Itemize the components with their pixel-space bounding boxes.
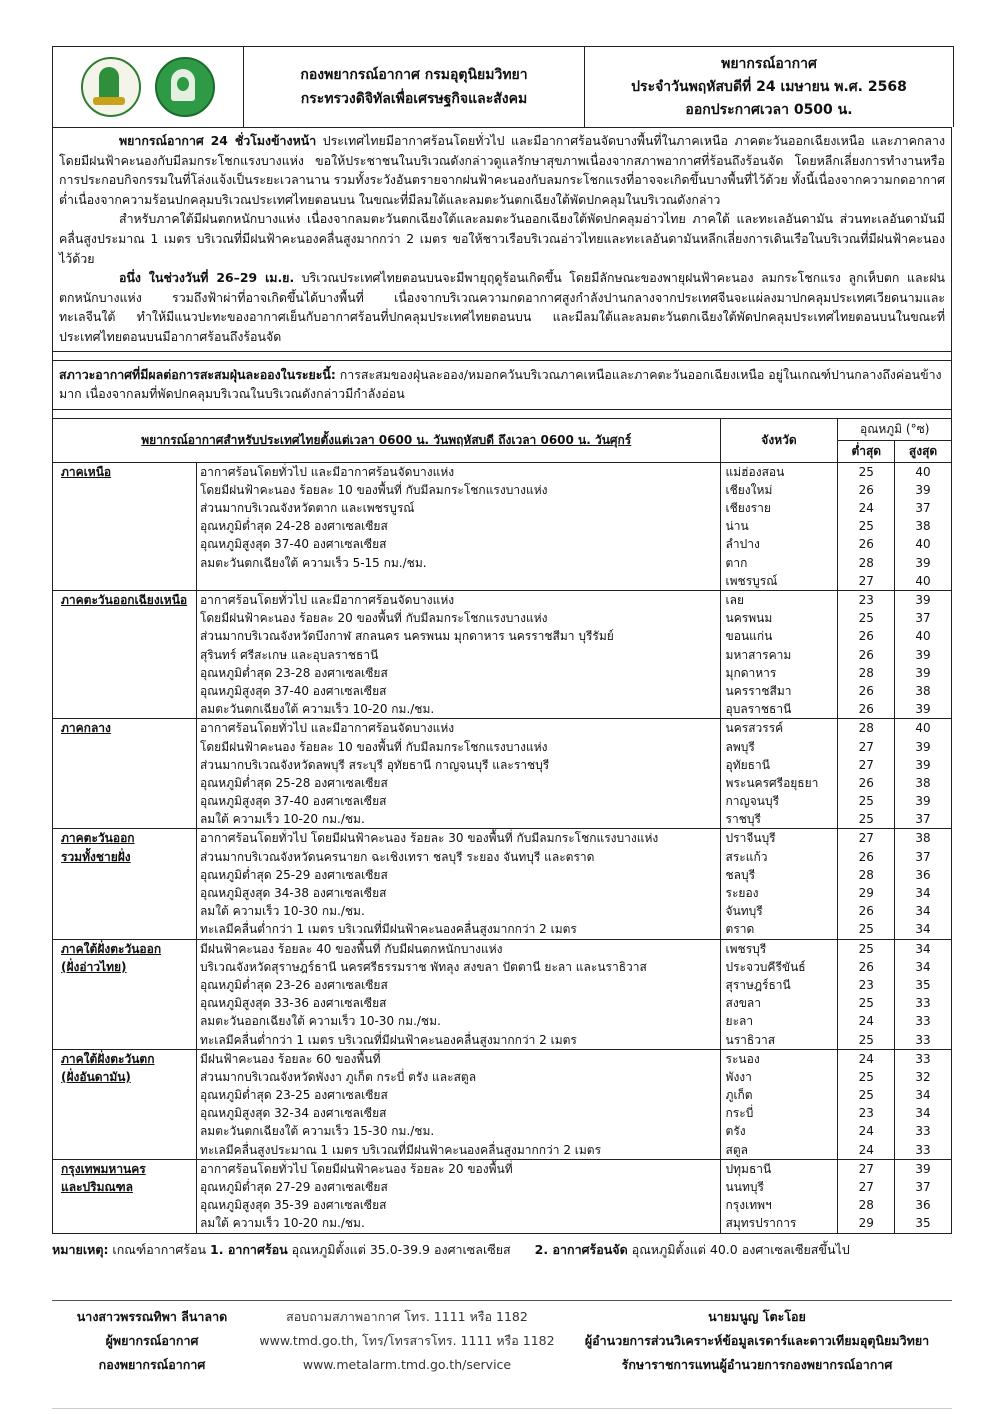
forecast-line: ลมตะวันตกเฉียงใต้ ความเร็ว 10-20 กม./ชม. bbox=[199, 702, 435, 717]
region-name-line: ภาคตะวันออก bbox=[61, 831, 135, 846]
province-name: ลพบุรี bbox=[725, 739, 755, 754]
min-temp: 25 bbox=[858, 1032, 874, 1047]
issue-time: ออกประกาศเวลา 0500 น. bbox=[685, 101, 853, 118]
min-temp-list bbox=[838, 1049, 895, 1159]
min-temp: 26 bbox=[858, 647, 874, 662]
min-temp-list bbox=[838, 829, 895, 939]
region-forecast bbox=[196, 462, 720, 590]
footer-contact bbox=[252, 1305, 562, 1377]
issue-date: ประจำวันพฤหัสบดีที่ 24 เมษายน พ.ศ. 2568 bbox=[631, 78, 907, 95]
region-row bbox=[53, 1159, 952, 1233]
contact-service-link[interactable]: www.metalarm.tmd.go.th/service bbox=[302, 1357, 512, 1372]
forecast-line: มีฝนฟ้าคะนอง ร้อยละ 60 ของพื้นที่ bbox=[199, 1051, 381, 1066]
province-name: จันทบุรี bbox=[725, 904, 763, 919]
region-name bbox=[53, 1049, 197, 1159]
max-temp-list bbox=[895, 939, 952, 1049]
max-temp: 40 bbox=[915, 573, 931, 588]
bottom-divider bbox=[52, 1408, 952, 1409]
ministry-logo-icon bbox=[81, 57, 141, 117]
org-line-2: กระทรวงดิจิทัลเพื่อเศรษฐกิจและสังคม bbox=[300, 91, 528, 107]
province-name: นนทบุรี bbox=[725, 1180, 764, 1195]
tmd-logo-icon bbox=[155, 57, 215, 117]
province-name: สงขลา bbox=[725, 996, 762, 1011]
max-temp: 39 bbox=[915, 702, 931, 717]
province-name: พระนครศรีอยุธยา bbox=[725, 775, 819, 790]
max-temp: 39 bbox=[915, 794, 931, 809]
min-temp: 24 bbox=[858, 1051, 874, 1066]
forecast-line: อุณหภูมิต่ำสุด 24-28 องศาเซลเซียส bbox=[199, 519, 388, 534]
min-temp: 25 bbox=[858, 464, 874, 479]
director-name: นายมนูญ โตะโอย bbox=[708, 1309, 806, 1324]
narrative bbox=[52, 127, 952, 352]
max-temp: 35 bbox=[915, 977, 931, 992]
min-temp: 28 bbox=[858, 665, 874, 680]
region-name-line: ภาคใต้ฝั่งตะวันตก bbox=[61, 1051, 155, 1066]
min-temp: 25 bbox=[858, 794, 874, 809]
min-temp: 26 bbox=[858, 702, 874, 717]
forecast-line: อุณหภูมิต่ำสุด 25-29 องศาเซลเซียส bbox=[199, 867, 388, 882]
province-name: นราธิวาส bbox=[725, 1032, 776, 1047]
province-name: เชียงราย bbox=[725, 501, 771, 516]
forecast-line: อากาศร้อนโดยทั่วไป และมีอากาศร้อนจัดบางแห่ง bbox=[199, 721, 455, 736]
max-temp-list bbox=[895, 591, 952, 719]
region-name bbox=[53, 939, 197, 1049]
forecast-line: อุณหภูมิสูงสุด 32-34 องศาเซลเซียส bbox=[199, 1106, 387, 1121]
forecast-line: ลมใต้ ความเร็ว 10-20 กม./ชม. bbox=[199, 1216, 365, 1231]
region-name bbox=[53, 591, 197, 719]
province-name: นครพนม bbox=[725, 611, 773, 626]
max-temp: 34 bbox=[915, 904, 931, 919]
forecast-line: อุณหภูมิต่ำสุด 25-28 องศาเซลเซียส bbox=[199, 775, 388, 790]
max-temp: 39 bbox=[915, 1161, 931, 1176]
max-temp: 34 bbox=[915, 922, 931, 937]
forecaster-title: ผู้พยากรณ์อากาศ bbox=[105, 1333, 199, 1348]
max-temp: 34 bbox=[915, 941, 931, 956]
page-title: พยากรณ์อากาศ bbox=[721, 55, 817, 72]
min-temp: 26 bbox=[858, 775, 874, 790]
region-name-line: กรุงเทพมหานคร bbox=[61, 1161, 146, 1176]
province-name: ตาก bbox=[725, 555, 748, 570]
min-temp: 27 bbox=[858, 757, 874, 772]
forecast-line: โดยมีฝนฟ้าคะนอง ร้อยละ 10 ของพื้นที่ กับมีลมกระโชกแรงบางแห่ง bbox=[199, 739, 548, 754]
forecast-line: อุณหภูมิสูงสุด 37-40 องศาเซลเซียส bbox=[199, 794, 387, 809]
province-name: เชียงใหม่ bbox=[725, 482, 773, 497]
contact-phone: สอบถามสภาพอากาศ โทร. 1111 หรือ 1182 bbox=[286, 1309, 528, 1324]
forecast-line: อากาศร้อนโดยทั่วไป และมีอากาศร้อนจัดบางแห่ง bbox=[199, 464, 455, 479]
min-temp: 29 bbox=[858, 886, 874, 901]
province-name: อุบลราชธานี bbox=[725, 702, 792, 717]
region-name-line: ภาคใต้ฝั่งตะวันออก bbox=[61, 941, 162, 956]
province-list bbox=[720, 1159, 838, 1233]
forecast-line: อุณหภูมิสูงสุด 37-40 องศาเซลเซียส bbox=[199, 537, 387, 552]
province-name: สตูล bbox=[725, 1142, 749, 1157]
province-name: เลย bbox=[725, 593, 745, 608]
min-temp: 26 bbox=[858, 904, 874, 919]
max-temp: 37 bbox=[915, 1180, 931, 1195]
max-temp: 33 bbox=[915, 1051, 931, 1066]
province-name: อุทัยธานี bbox=[725, 757, 770, 772]
region-name-line: (ฝั่งอันดามัน) bbox=[61, 1069, 131, 1084]
min-temp-list bbox=[838, 462, 895, 590]
province-list bbox=[720, 719, 838, 829]
max-temp: 34 bbox=[915, 1088, 931, 1103]
region-name-line: และปริมณฑล bbox=[61, 1180, 133, 1195]
max-temp: 39 bbox=[915, 593, 931, 608]
min-temp: 28 bbox=[858, 867, 874, 882]
header bbox=[52, 46, 954, 127]
province-name: สุราษฎร์ธานี bbox=[725, 977, 791, 992]
forecast-line: อุณหภูมิต่ำสุด 23-25 องศาเซลเซียส bbox=[199, 1088, 388, 1103]
province-name: แม่ฮ่องสอน bbox=[725, 464, 785, 479]
divider bbox=[52, 352, 952, 360]
forecaster-division: กองพยากรณ์อากาศ bbox=[98, 1357, 206, 1372]
footer-director bbox=[562, 1305, 952, 1377]
forecast-line: ลมตะวันตกเฉียงใต้ ความเร็ว 15-30 กม./ชม. bbox=[199, 1124, 435, 1139]
org-line-1: กองพยากรณ์อากาศ กรมอุตุนิยมวิทยา bbox=[300, 67, 528, 83]
note-text-3: อุณหภูมิตั้งแต่ 40.0 องศาเซลเซียสขึ้นไป bbox=[627, 1241, 850, 1257]
max-temp: 40 bbox=[915, 537, 931, 552]
min-temp: 27 bbox=[858, 739, 874, 754]
province-name: พังงา bbox=[725, 1069, 752, 1084]
min-temp: 25 bbox=[858, 922, 874, 937]
note bbox=[52, 1240, 952, 1260]
max-temp: 38 bbox=[915, 775, 931, 790]
min-temp: 24 bbox=[858, 1124, 874, 1139]
province-name: ระยอง bbox=[725, 886, 759, 901]
region-row bbox=[53, 719, 952, 829]
forecast-line: อากาศร้อนโดยทั่วไป โดยมีฝนฟ้าคะนอง ร้อยละ 20 ของพื้นที่ bbox=[199, 1161, 513, 1176]
region-forecast bbox=[196, 719, 720, 829]
max-temp: 39 bbox=[915, 665, 931, 680]
min-temp: 25 bbox=[858, 941, 874, 956]
max-temp: 40 bbox=[915, 629, 931, 644]
region-forecast bbox=[196, 829, 720, 939]
forecast-line: ส่วนมากบริเวณจังหวัดตาก และเพชรบูรณ์ bbox=[199, 501, 415, 516]
min-temp-list bbox=[838, 1159, 895, 1233]
note-text-2: อุณหภูมิตั้งแต่ 35.0-39.9 องศาเซลเซียส bbox=[287, 1241, 511, 1257]
forecaster-name: นางสาวพรรณทิพา ลีนาลาด bbox=[76, 1309, 228, 1324]
footer bbox=[52, 1300, 952, 1377]
region-forecast bbox=[196, 591, 720, 719]
forecast-line: สุรินทร์ ศรีสะเกษ และอุบลราชธานี bbox=[199, 647, 379, 662]
temp-column-header: อุณหภูมิ (°ซ) bbox=[838, 418, 952, 440]
note-lead: หมายเหตุ: bbox=[52, 1241, 109, 1257]
min-temp: 23 bbox=[858, 593, 874, 608]
narrative-p2: สำหรับภาคใต้มีฝนตกหนักบางแห่ง เนื่องจากลมตะวันตกเฉียงใต้และลมตะวันออกเฉียงใต้พัดปกคลุมอ่าวไทย ภาคใต้ และทะเลอันดามัน ส่วนทะเลอันดามันมีคลื่นสูงประมาณ 1 เมตร บริเวณที่มีฝนฟ้าคะนองคลื่นสูงมากกว่า 2 เมตร ขอให้ชาวเรือบริเวณอ่าวไทยและทะเลอันดามันหลีกเลี่ยงการเดินเรือในบริเวณที่มีฝนฟ้าคะนองไว้ด้วย bbox=[59, 211, 945, 266]
forecast-line: อุณหภูมิสูงสุด 34-38 องศาเซลเซียส bbox=[199, 886, 387, 901]
max-temp: 33 bbox=[915, 1142, 931, 1157]
min-temp: 27 bbox=[858, 1180, 874, 1195]
region-name-line: ภาคตะวันออกเฉียงเหนือ bbox=[61, 593, 188, 608]
region-forecast bbox=[196, 939, 720, 1049]
forecast-line: ทะเลมีคลื่นสูงประมาณ 1 เมตร บริเวณที่มีฝนฟ้าคะนองคลื่นสูงมากกว่า 2 เมตร bbox=[199, 1142, 602, 1157]
logo-area bbox=[53, 47, 244, 127]
region-name-line: (ฝั่งอ่าวไทย) bbox=[61, 959, 127, 974]
note-very-hot: 2. อากาศร้อนจัด bbox=[534, 1241, 628, 1257]
forecast-line: ทะเลมีคลื่นต่ำกว่า 1 เมตร บริเวณที่มีฝนฟ้าคะนองคลื่นสูงมากกว่า 2 เมตร bbox=[199, 922, 577, 937]
region-name bbox=[53, 719, 197, 829]
forecast-line: ลมใต้ ความเร็ว 10-20 กม./ชม. bbox=[199, 812, 365, 827]
region-row bbox=[53, 1049, 952, 1159]
min-temp: 28 bbox=[858, 555, 874, 570]
province-name: ภูเก็ต bbox=[725, 1088, 753, 1103]
province-name: ขอนแก่น bbox=[725, 629, 773, 644]
max-temp: 37 bbox=[915, 812, 931, 827]
min-temp: 26 bbox=[858, 537, 874, 552]
forecast-line: อุณหภูมิสูงสุด 35-39 องศาเซลเซียส bbox=[199, 1198, 387, 1213]
max-temp: 36 bbox=[915, 867, 931, 882]
min-temp: 24 bbox=[858, 1014, 874, 1029]
province-list bbox=[720, 939, 838, 1049]
min-temp-header: ต่ำสุด bbox=[838, 440, 895, 462]
forecast-line: โดยมีฝนฟ้าคะนอง ร้อยละ 20 ของพื้นที่ กับมีลมกระโชกแรงบางแห่ง bbox=[199, 611, 548, 626]
region-row bbox=[53, 591, 952, 719]
min-temp: 26 bbox=[858, 482, 874, 497]
province-name: มุกดาหาร bbox=[725, 665, 777, 680]
region-name-line: ภาคเหนือ bbox=[61, 464, 112, 479]
province-list bbox=[720, 829, 838, 939]
contact-website[interactable]: www.tmd.go.th, โทร/โทรสารโทร. 1111 หรือ 1182 bbox=[259, 1333, 555, 1348]
forecast-line: ส่วนมากบริเวณจังหวัดบึงกาฬ สกลนคร นครพนม มุกดาหาร นครราชสีมา บุรีรัมย์ bbox=[199, 629, 614, 644]
region-name-line: รวมทั้งชายฝั่ง bbox=[61, 849, 131, 864]
haze-lead: สภาวะอากาศที่มีผลต่อการสะสมฝุ่นละอองในระยะนี้: bbox=[59, 366, 336, 382]
province-name: ลำปาง bbox=[725, 537, 760, 552]
director-acting-title: รักษาราชการแทนผู้อำนวยการกองพยากรณ์อากาศ bbox=[621, 1357, 893, 1372]
province-name: สมุทรปราการ bbox=[725, 1216, 797, 1231]
region-forecast bbox=[196, 1159, 720, 1233]
max-temp: 39 bbox=[915, 482, 931, 497]
province-name: กรุงเทพฯ bbox=[725, 1198, 772, 1213]
max-temp: 37 bbox=[915, 611, 931, 626]
max-temp: 35 bbox=[915, 1216, 931, 1231]
min-temp: 28 bbox=[858, 721, 874, 736]
max-temp: 39 bbox=[915, 647, 931, 662]
max-temp: 37 bbox=[915, 849, 931, 864]
province-name: เพชรบุรี bbox=[725, 941, 767, 956]
min-temp: 25 bbox=[858, 812, 874, 827]
min-temp: 26 bbox=[858, 849, 874, 864]
min-temp: 25 bbox=[858, 1069, 874, 1084]
province-name: ตรัง bbox=[725, 1124, 746, 1139]
forecast-line: ส่วนมากบริเวณจังหวัดพังงา ภูเก็ต กระบี่ ตรัง และสตูล bbox=[199, 1069, 477, 1084]
haze-text: การสะสมของฝุ่นละออง/หมอกควันบริเวณภาคเหนือและภาคตะวันออกเฉียงเหนือ อยู่ในเกณฑ์ปานกลางถึงค่อนข้างมาก เนื่องจากลมที่พัดปกคลุมบริเวณในบริเวณดังกล่าวมีกำลังอ่อน bbox=[59, 366, 942, 402]
max-temp: 38 bbox=[915, 831, 931, 846]
max-temp: 32 bbox=[915, 1069, 931, 1084]
footer-forecaster bbox=[52, 1305, 252, 1377]
province-name: นครราชสีมา bbox=[725, 683, 792, 698]
min-temp: 24 bbox=[858, 1142, 874, 1157]
province-list bbox=[720, 591, 838, 719]
max-temp-header: สูงสุด bbox=[895, 440, 952, 462]
forecast-line: โดยมีฝนฟ้าคะนอง ร้อยละ 10 ของพื้นที่ กับมีลมกระโชกแรงบางแห่ง bbox=[199, 482, 548, 497]
province-name: ประจวบคีรีขันธ์ bbox=[725, 959, 806, 974]
max-temp: 34 bbox=[915, 886, 931, 901]
haze-section bbox=[52, 360, 952, 410]
province-name: มหาสารคาม bbox=[725, 647, 792, 662]
province-list bbox=[720, 462, 838, 590]
region-name bbox=[53, 462, 197, 590]
max-temp: 39 bbox=[915, 555, 931, 570]
issue-info bbox=[585, 47, 953, 127]
max-temp: 40 bbox=[915, 721, 931, 736]
min-temp: 25 bbox=[858, 1088, 874, 1103]
min-temp: 29 bbox=[858, 1216, 874, 1231]
region-name-line: ภาคกลาง bbox=[61, 721, 111, 736]
max-temp: 39 bbox=[915, 739, 931, 754]
min-temp: 27 bbox=[858, 1161, 874, 1176]
max-temp: 37 bbox=[915, 501, 931, 516]
province-name: ยะลา bbox=[725, 1014, 754, 1029]
region-row bbox=[53, 462, 952, 590]
narrative-p3: บริเวณประเทศไทยตอนบนจะมีพายุฤดูร้อนเกิดขึ้น โดยมีลักษณะของพายุฝนฟ้าคะนอง ลมกระโชกแรง ลูกเห็บตก และฝนตกหนักบางแห่ง รวมถึงฟ้าผ่าที่อาจเกิดขึ้นได้บางพื้นที่ เนื่องจากบริเวณความกดอากาศสูงกำลังปานกลางจากประเทศจีนจะแผ่ลงมาปกคลุมประเทศเวียดนามและทะเลจีนใต้ ทำให้มีแนวปะทะของอากาศเย็นกับอากาศร้อนที่ปกคลุมประเทศไทยตอนบน และมีลมใต้และลมตะวันตกเฉียงใต้พัดปกคลุมประเทศไทยตอนบนในขณะที่ประเทศไทยตอนบนมีอากาศร้อนถึงร้อนจัด bbox=[59, 270, 945, 344]
max-temp-list bbox=[895, 1159, 952, 1233]
forecast-table bbox=[52, 418, 952, 1234]
max-temp: 33 bbox=[915, 1124, 931, 1139]
min-temp-list bbox=[838, 939, 895, 1049]
region-row bbox=[53, 939, 952, 1049]
min-temp-list bbox=[838, 591, 895, 719]
min-temp: 28 bbox=[858, 1198, 874, 1213]
max-temp: 40 bbox=[915, 464, 931, 479]
forecast-line: บริเวณจังหวัดสุราษฎร์ธานี นครศรีธรรมราช พัทลุง สงขลา ปัตตานี ยะลา และนราธิวาส bbox=[199, 959, 647, 974]
region-row bbox=[53, 829, 952, 939]
province-name: เพชรบูรณ์ bbox=[725, 573, 778, 588]
forecast-column-header: พยากรณ์อากาศสำหรับประเทศไทยตั้งแต่เวลา 0600 น. วันพฤหัสบดี ถึงเวลา 0600 น. วันศุกร์ bbox=[53, 418, 721, 462]
province-list bbox=[720, 1049, 838, 1159]
max-temp-list bbox=[895, 829, 952, 939]
forecast-line: ลมใต้ ความเร็ว 10-30 กม./ชม. bbox=[199, 904, 365, 919]
region-name bbox=[53, 829, 197, 939]
max-temp: 33 bbox=[915, 996, 931, 1011]
narrative-p1: ประเทศไทยมีอากาศร้อนโดยทั่วไป และมีอากาศร้อนจัดบางพื้นที่ในภาคเหนือ ภาคตะวันออกเฉียงเหนือ และภาคกลาง โดยมีฝนฟ้าคะนองกับมีลมกระโชกแรงบางแห่ง ขอให้ประชาชนในบริเวณดังกล่าวดูแลรักษาสุขภาพเนื่องจากสภาพอากาศที่ร้อนถึงร้อนจัด โดยหลีกเลี่ยงการทำงานหรือการประกอบกิจกรรมในที่โล่งแจ้งเป็นระยะเวลานาน รวมทั้งระวังอันตรายจากฝนฟ้าคะนองกับลมกระโชกแรงที่อาจจะเกิดขึ้นบางพื้นที่ไว้ด้วย ทั้งนี้เนื่องจากความกดอากาศต่ำเนื่องจากความร้อนปกคลุมบริเวณประเทศไทยตอนบน ในขณะที่มีลมใต้และลมตะวันตกเฉียงใต้พัดปกคลุมในบริเวณดังกล่าว bbox=[59, 133, 946, 207]
min-temp: 23 bbox=[858, 977, 874, 992]
forecast-line: อากาศร้อนโดยทั่วไป โดยมีฝนฟ้าคะนอง ร้อยละ 30 ของพื้นที่ กับมีลมกระโชกแรงบางแห่ง bbox=[199, 831, 659, 846]
max-temp-list bbox=[895, 719, 952, 829]
narrative-p3-lead: อนึ่ง ในช่วงวันที่ 26–29 เม.ย. bbox=[119, 270, 295, 286]
min-temp: 27 bbox=[858, 573, 874, 588]
province-name: ตราด bbox=[725, 922, 755, 937]
min-temp: 25 bbox=[858, 519, 874, 534]
province-column-header: จังหวัด bbox=[720, 418, 838, 462]
forecast-line: ส่วนมากบริเวณจังหวัดลพบุรี สระบุรี อุทัยธานี กาญจนบุรี และราชบุรี bbox=[199, 757, 550, 772]
max-temp: 38 bbox=[915, 519, 931, 534]
max-temp-list bbox=[895, 1049, 952, 1159]
max-temp-list bbox=[895, 462, 952, 590]
director-title: ผู้อำนวยการส่วนวิเคราะห์ข้อมูลเรดาร์และดาวเทียมอุตุนิยมวิทยา bbox=[584, 1333, 930, 1348]
min-temp-list bbox=[838, 719, 895, 829]
max-temp: 39 bbox=[915, 757, 931, 772]
province-name: ระนอง bbox=[725, 1051, 760, 1066]
max-temp: 36 bbox=[915, 1198, 931, 1213]
max-temp: 38 bbox=[915, 683, 931, 698]
min-temp: 23 bbox=[858, 1106, 874, 1121]
forecast-line: ทะเลมีคลื่นต่ำกว่า 1 เมตร บริเวณที่มีฝนฟ้าคะนองคลื่นสูงมากกว่า 2 เมตร bbox=[199, 1032, 577, 1047]
forecast-line: อุณหภูมิสูงสุด 37-40 องศาเซลเซียส bbox=[199, 683, 387, 698]
forecast-line: อุณหภูมิสูงสุด 33-36 องศาเซลเซียส bbox=[199, 996, 387, 1011]
province-name: กาญจนบุรี bbox=[725, 794, 780, 809]
forecast-line: มีฝนฟ้าคะนอง ร้อยละ 40 ของพื้นที่ กับมีฝนตกหนักบางแห่ง bbox=[199, 941, 503, 956]
forecast-line: อุณหภูมิต่ำสุด 23-26 องศาเซลเซียส bbox=[199, 977, 388, 992]
forecast-line: อากาศร้อนโดยทั่วไป และมีอากาศร้อนจัดบางแห่ง bbox=[199, 593, 455, 608]
max-temp: 33 bbox=[915, 1032, 931, 1047]
province-name: สระแก้ว bbox=[725, 849, 768, 864]
note-hot: 1. อากาศร้อน bbox=[210, 1241, 288, 1257]
province-name: กระบี่ bbox=[725, 1106, 754, 1121]
max-temp: 34 bbox=[915, 959, 931, 974]
forecast-page bbox=[52, 46, 952, 1260]
region-name bbox=[53, 1159, 197, 1233]
region-forecast bbox=[196, 1049, 720, 1159]
province-name: น่าน bbox=[725, 519, 749, 534]
org-name bbox=[244, 47, 585, 127]
forecast-line: ส่วนมากบริเวณจังหวัดนครนายก ฉะเชิงเทรา ชลบุรี ระยอง จันทบุรี และตราด bbox=[199, 849, 595, 864]
min-temp: 26 bbox=[858, 959, 874, 974]
min-temp: 26 bbox=[858, 683, 874, 698]
province-name: ชลบุรี bbox=[725, 867, 756, 882]
max-temp: 34 bbox=[915, 1106, 931, 1121]
province-name: ปราจีนบุรี bbox=[725, 831, 776, 846]
forecast-line: อุณหภูมิต่ำสุด 23-28 องศาเซลเซียส bbox=[199, 665, 388, 680]
forecast-line: อุณหภูมิต่ำสุด 27-29 องศาเซลเซียส bbox=[199, 1180, 388, 1195]
min-temp: 25 bbox=[858, 996, 874, 1011]
min-temp: 25 bbox=[858, 611, 874, 626]
forecast-line: ลมตะวันตกเฉียงใต้ ความเร็ว 5-15 กม./ชม. bbox=[199, 555, 427, 570]
narrative-lead: พยากรณ์อากาศ 24 ชั่วโมงข้างหน้า bbox=[119, 133, 317, 148]
province-name: ปทุมธานี bbox=[725, 1161, 772, 1176]
divider bbox=[52, 410, 952, 418]
min-temp: 26 bbox=[858, 629, 874, 644]
note-text-1: เกณฑ์อากาศร้อน bbox=[108, 1241, 211, 1257]
province-name: นครสวรรค์ bbox=[725, 721, 784, 736]
min-temp: 24 bbox=[858, 501, 874, 516]
province-name: ราชบุรี bbox=[725, 812, 761, 827]
forecast-line: ลมตะวันออกเฉียงใต้ ความเร็ว 10-30 กม./ชม. bbox=[199, 1014, 441, 1029]
max-temp: 33 bbox=[915, 1014, 931, 1029]
min-temp: 27 bbox=[858, 831, 874, 846]
